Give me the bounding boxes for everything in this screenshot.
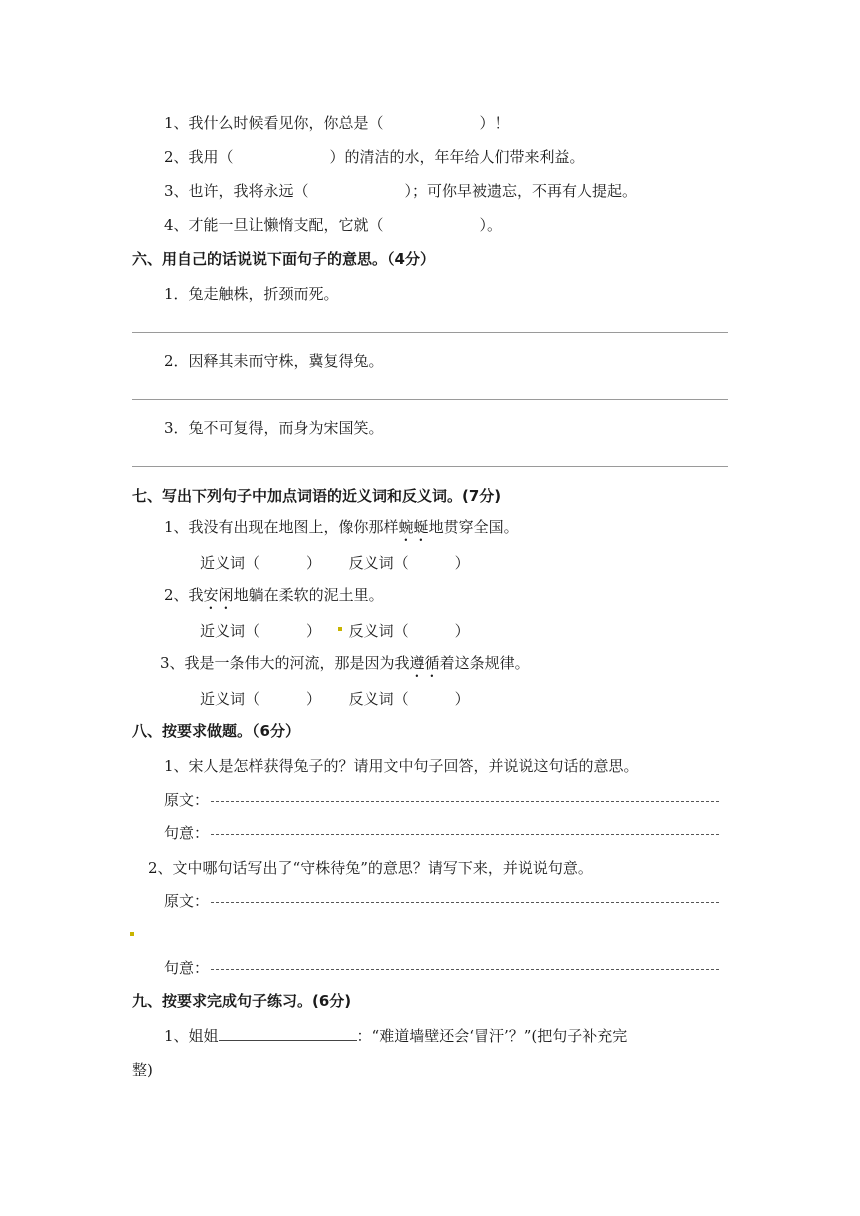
- s8-q1-original: 原文：: [164, 789, 719, 810]
- answer-line[interactable]: [211, 969, 719, 970]
- section6-heading: 六、用自己的话说说下面句子的意思。（4分）: [132, 250, 435, 268]
- s8-q1: 1、宋人是怎样获得兔子的？请用文中句子回答，并说说这句话的意思。: [164, 757, 639, 775]
- s8-q2-original: 原文：: [164, 890, 719, 911]
- answer-line[interactable]: [211, 801, 719, 802]
- answer-line[interactable]: [211, 902, 719, 903]
- s7-q2-answers: 近义词（ ） 反义词（ ）: [200, 622, 470, 640]
- fill-blank[interactable]: [219, 1026, 357, 1041]
- s7-q2: 2、我安闲地躺在柔软的泥土里。: [164, 586, 384, 604]
- section7-heading: 七、写出下列句子中加点词语的近义词和反义词。(7分): [132, 487, 502, 505]
- s5-item-2: 2、我用（ ）的清洁的水，年年给人们带来利益。: [164, 148, 585, 166]
- s9-q1-cont: 整): [132, 1061, 153, 1079]
- dotted-word: 蜿蜒: [398, 518, 429, 536]
- section9-heading: 九、按要求完成句子练习。(6分): [132, 992, 352, 1010]
- s7-q3: 3、我是一条伟大的河流，那是因为我遵循着这条规律。: [160, 654, 530, 672]
- yellow-marker: [130, 932, 134, 936]
- s8-q2: 2、文中哪句话写出了“守株待兔”的意思？请写下来，并说说句意。: [148, 859, 593, 877]
- answer-line[interactable]: [132, 332, 728, 333]
- answer-line[interactable]: [211, 834, 719, 835]
- s7-q3-answers: 近义词（ ） 反义词（ ）: [200, 690, 470, 708]
- s5-item-3: 3、也许，我将永远（ ）；可你早被遗忘，不再有人提起。: [164, 182, 638, 200]
- s9-q1: 1、姐姐 ：“难道墙壁还会‘冒汗’？”(把句子补充完: [164, 1027, 628, 1045]
- s8-q1-meaning: 句意：: [164, 822, 719, 843]
- dotted-word: 遵循: [409, 654, 440, 672]
- answer-line[interactable]: [132, 399, 728, 400]
- s6-item-3: 3．兔不可复得，而身为宋国笑。: [164, 419, 384, 437]
- section8-heading: 八、按要求做题。（6分）: [132, 722, 300, 740]
- yellow-marker: [338, 627, 342, 631]
- s5-item-4: 4、才能一旦让懒惰支配，它就（ ）。: [164, 216, 503, 234]
- dotted-word: 安闲: [203, 586, 234, 604]
- s8-q2-meaning: 句意：: [164, 957, 719, 978]
- s6-item-2: 2．因释其耒而守株，冀复得兔。: [164, 352, 384, 370]
- s7-q1-answers: 近义词（ ） 反义词（ ）: [200, 554, 470, 572]
- s7-q1: 1、我没有出现在地图上，像你那样蜿蜒地贯穿全国。: [164, 518, 519, 536]
- s5-item-1: 1、我什么时候看见你，你总是（ ）！: [164, 114, 510, 132]
- s6-item-1: 1．兔走触株，折颈而死。: [164, 285, 339, 303]
- answer-line[interactable]: [132, 466, 728, 467]
